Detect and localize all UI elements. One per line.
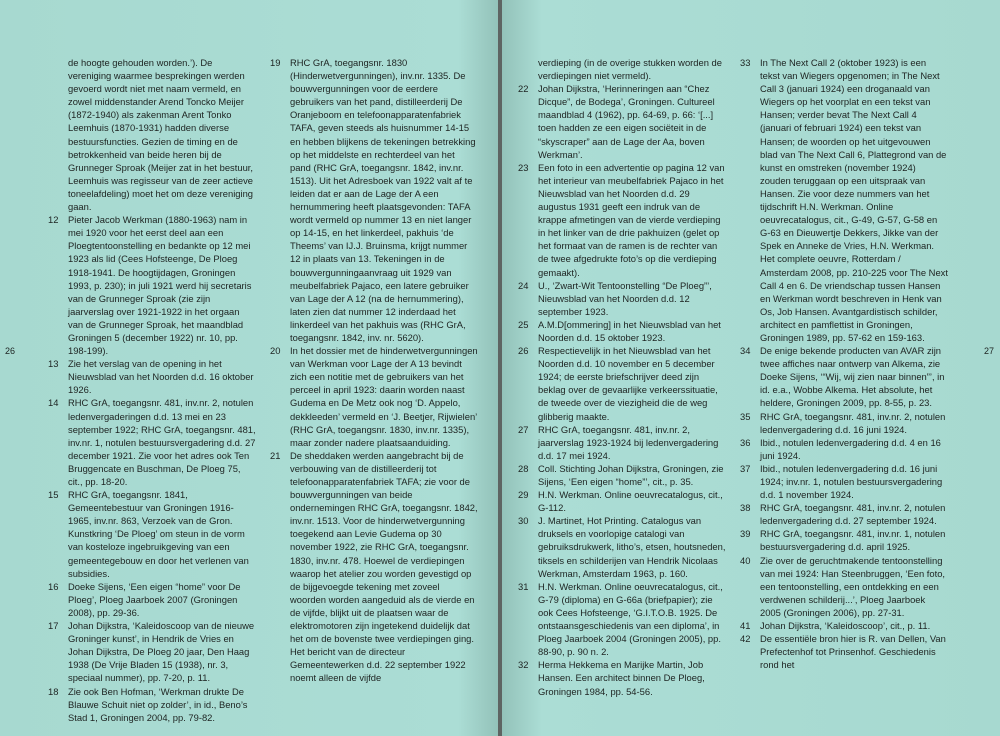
footnote-number: 23: [518, 161, 529, 173]
footnote-text: RHC GrA, toegangsnr. 481, inv.nr. 2, notulen ledenvergadering d.d. 27 september 1924.: [760, 502, 946, 527]
footnote-number: 40: [740, 554, 751, 566]
footnote-text: H.N. Werkman. Online oeuvrecatalogus, cit., G-112.: [538, 489, 723, 514]
footnote-22: [518, 82, 726, 161]
footnote-39: [740, 527, 948, 553]
footnote-text: Johan Dijkstra, ‘Kaleidoscoop’, cit., p. 11.: [760, 620, 931, 632]
footnote-number: 15: [48, 489, 59, 501]
footnote-25: [518, 318, 726, 344]
footnote-text: RHC GrA, toegangsnr. 481, inv.nr. 2, notulen ledenvergadering d.d. 16 juni 1924.: [760, 410, 946, 435]
footnote-36: [740, 436, 948, 462]
footnote-text: RHC GrA, toegangsnr. 481, inv.nr. 2, notulen ledenvergaderingen d.d. 13 mei en 23 september 1922; RHC GrA, toegangsnr. 481, inv.nr. 1, notulen bestuursvergadering d.d. 27 december 1921. Zie voor het adres ook Ten Bruggencate en Buschman, De Ploeg 75, cit., pp. 18-20.: [68, 397, 256, 487]
footnote-text: Ibid., notulen ledenvergadering d.d. 16 juni 1924; inv.nr. 1, notulen bestuursvergadering d.d. 1 november 1924.: [760, 462, 943, 501]
footnote-number: 20: [270, 345, 281, 357]
footnote-37: [740, 462, 948, 501]
footnote-text: In het dossier met de hinderwetvergunningen van Werkman voor Lage der A 13 bevindt zich een notitie met de gebruikers van het perceel in april 1923: daarin worden naast Gudema en De Metz ook nog ‘D. Appelo, dekkleeden’ vermeld en ‘J. Beetjer, Rijwielen’ (RHC GrA, toegangsnr. 1830, inv.nr. 1335), maar zonder nadere plaatsaanduiding.: [290, 345, 478, 448]
left-page: [0, 0, 498, 736]
footnote-33: [740, 56, 948, 344]
footnote-number: 16: [48, 580, 59, 592]
footnote-number: 41: [740, 620, 751, 632]
footnote-32: [518, 658, 726, 697]
footnote-number: 42: [740, 633, 751, 645]
footnote-text: Ibid., notulen ledenvergadering d.d. 4 en 16 juni 1924.: [760, 436, 941, 461]
footnote-34: [740, 344, 948, 409]
footnote-number: 35: [740, 410, 751, 422]
right-page: [502, 0, 1000, 736]
footnote-text: U., ‘Zwart-Wit Tentoonstelling “De Ploeg”’, Nieuwsblad van het Noorden d.d. 12 september 1923.: [538, 279, 712, 317]
footnote-text: Johan Dijkstra, ‘Kaleidoscoop van de nieuwe Groninger kunst’, in Hendrik de Vries en Johan Dijkstra, De Ploeg 20 jaar, Den Haag 1938 (De Vrije Bladen 15 (1938), nr. 3, speciaal nummer), pp. 7-20, p. 11.: [68, 620, 255, 684]
footnote-text: RHC GrA, toegangsnr. 481, inv.nr. 2, jaarverslag 1923-1924 bij ledenvergadering d.d. 17 mei 1924.: [538, 423, 719, 461]
footnote-text: De essentiële bron hier is R. van Dellen, Van Prefectenhof tot Prinsenhof. Geschiedenis rond het: [760, 633, 946, 671]
footnote-number: 19: [270, 57, 281, 68]
footnote-text: In The Next Call 2 (oktober 1923) is een tekst van Wiegers opgenomen; in The Next Call 3 (januari 1924) een droganaald van Wiegers op het voorplat en een tekst van Hansen; verder bevat The Next Call 4 (januari of februari 1924) een tekst van Hansen; de woorden op het uitgevouwen blad van The Next Call 6, Plattegrond van de kunst en omstreken (november 1924) zouden teruggaan op een uitspraak van Hansen. Zie voor deze nummers van het tijdschrift H.N. Werkman. Online oeuvrecatalogus, cit., G-49, G-57, G-58 en G-63 en Dieuwertje Dekkers, Jikke van der Spek en Anneke de Vries, H.N. Werkman. Het complete oeuvre, Rotterdam / Amsterdam 2008, pp. 210-225 voor The Next Call 4 en 6. De vriendschap tussen Hansen en Werkman wordt beschreven in Henk van Os, Job Hansen. Avantgardistisch schilder, architect en pamflettist in Groningen, Groningen 1989, pp. 57-62 en 159-163.: [760, 57, 948, 343]
footnote-number: 25: [518, 318, 529, 330]
footnote-30: [518, 514, 726, 579]
footnote-text: Coll. Stichting Johan Dijkstra, Groningen, zie Sijens, ‘Een eigen “home”’, cit., p. 35.: [538, 462, 724, 487]
page-number-right: 27: [983, 346, 994, 356]
footnote-text: Een foto in een advertentie op pagina 12 van het interieur van meubelfabriek Pajaco in het Nieuwsblad van het Noorden d.d. 29 augustus 1931 geeft een indruk van de krappe afmetingen van de vierde verdieping in het linker van de drie pakhuizen (gelet op het formaat van de ramen is de rechter van de twee afgedrukte foto’s op die verdieping gemaakt).: [538, 161, 725, 278]
footnote-number: 21: [270, 449, 281, 461]
footnote-12: [48, 213, 256, 357]
footnote-number: 37: [740, 462, 751, 474]
footnote-31: [518, 580, 726, 659]
footnote-20: [270, 344, 478, 449]
footnote-13: [48, 357, 256, 396]
footnote-27: [518, 423, 726, 462]
footnote-text: A.M.D[ommering] in het Nieuwsblad van het Noorden d.d. 15 oktober 1923.: [538, 318, 721, 343]
note-continuation: de hoogte gehouden worden.’). De vereniging waarmee besprekingen werden gevoerd wordt niet met naam vermeld, en zowel middenstander Arend Toncko Meijer (1872-1940) als zakenman Arent Tonko Leemhuis (1870-1931) hadden diverse bestuursfuncties. Gezien de timing en de betrokkenheid van beide heren bij de Grunneger Sproak (Meijer zat in het bestuur, Leemhuis was regisseur van de zeer actieve toneelafdeling) moet het om deze vereniging gaan.: [68, 57, 254, 213]
footnote-number: 36: [740, 436, 751, 448]
footnote-29: [518, 488, 726, 514]
footnote-text: Pieter Jacob Werkman (1880-1963) nam in mei 1920 voor het eerst deel aan een Ploegtentoonstelling en bedankte op 12 mei 1923 als lid (Cees Hofsteenge, De Ploeg 1918-1941. De hoogtijdagen, Groningen 1993, p. 230); in juli 1921 werd hij secretaris van de Grunneger Sproak (zie zijn jaarverslag over 1921-1922 in het orgaan van de Grunneger Sproak, het maandblad Groningen 5 (december 1922) nr. 10, pp. 198-199).: [68, 214, 252, 357]
footnote-text: RHC GrA, toegangsnr. 1830 (Hinderwetvergunningen), inv.nr. 1335. De bouwvergunningen voor de eerdere gebruikers van het pand, distilleerderij De Oranjeboom en telefoonapparatenfabriek TAFA, geven steeds als huisnummer 14-15 en hebben blijkens de tekeningen betrekking op het middelste en rechterdeel van het pand (RHC GrA, toegangsnr. 1842, inv.nr. 1513). Uit het Adresboek van 1922 valt af te leiden dat er aan de Lage der A een hernummering heeft plaatsgevonden: TAFA wordt vermeld op nummer 13 en niet langer op 14-15, en het linkerdeel, pakhuis ‘de Theems’ van IJ.J. Bruinsma, krijgt nummer 12 in plaats van 13. Tekeningen in de bouwvergunningaanvraag uit 1929 van meubelfabriek Pajaco, een latere gebruiker van Lage der A 12 (na de hernummering), laten zien dat nummer 12 inderdaad het linkerdeel van het pakhuis was (RHC GrA, toegangsnr. 1842, inv. nr. 5620).: [290, 57, 476, 343]
footnote-text: Respectievelijk in het Nieuwsblad van het Noorden d.d. 10 november en 5 december 1924; de eerste briefschrijver deed zijn beklag over de gevaarlijke verkeerssituatie, de tweede over de viezigheid die de weg glibberig maakte.: [538, 345, 718, 422]
footnote-35: [740, 410, 948, 436]
footnote-number: 32: [518, 659, 529, 671]
footnote-14: [48, 396, 256, 488]
footnote-number: 22: [518, 83, 529, 95]
footnote-text: H.N. Werkman. Online oeuvrecatalogus, cit., G-79 (diploma) en G-66a (briefpapier); zie ook Cees Hofsteenge, ‘G.I.T.O.B. 1925. De ontstaansgeschiedenis van een diploma’, in Ploeg Jaarboek 2004 (Groningen 2005), pp. 88-90, p. 90 n. 2.: [538, 580, 723, 658]
footnote-number: 18: [48, 685, 59, 697]
left-column-1: [48, 56, 256, 724]
footnote-number: 28: [518, 462, 529, 474]
footnote-41: [740, 619, 948, 632]
footnote-23: [518, 161, 726, 279]
footnote-text: J. Martinet, Hot Printing. Catalogus van druksels en voorlopige catalogi van gebruiksdrukwerk, litho’s, etsen, houtsneden, tiksels en schilderijen van Hendrik Nicolaas Werkman, Amsterdam 1963, p. 160.: [538, 515, 726, 579]
footnote-19: [270, 56, 478, 344]
footnote-number: 33: [740, 57, 751, 68]
footnote-text: Zie ook Ben Hofman, ‘Werkman drukte De Blauwe Schuit niet op zolder’, in id., Beno’s Stad 1, Groningen 2004, pp. 79-82.: [68, 685, 248, 723]
footnote-text: De enige bekende producten van AVAR zijn twee affiches naar ontwerp van Alkema, zie Doeke Sijens, ‘“Wij, wij zien naar binnen”’, in id. e.a., Wobbe Alkema. Het absolute, het heldere, Groningen 2009, pp. 8-55, p. 23.: [760, 345, 945, 409]
footnote-16: [48, 580, 256, 619]
page-number-left: 26: [5, 346, 16, 356]
footnote-text: RHC GrA, toegangsnr. 481, inv.nr. 1, notulen bestuursvergadering d.d. april 1925.: [760, 528, 946, 553]
footnote-text: RHC GrA, toegangsnr. 1841, Gemeentebestuur van Groningen 1916-1965, inv.nr. 863, Verzoek van de Gron. Kunstkring ‘De Ploeg’ om steun in de vorm van kosteloze ingebruikgeving van een gemeentegebouw en door het verlenen van subsidies.: [68, 489, 249, 579]
right-column-2: [740, 56, 948, 671]
footnote-number: 34: [740, 345, 751, 357]
footnote-text: Zie over de geruchtmakende tentoonstelling van mei 1924: Han Steenbruggen, ‘Een foto, een tentoonstelling, een ontdekking en een verdwenen schilderij...’, Ploeg Jaarboek 2005 (Groningen 2006), pp. 27-31.: [760, 554, 946, 618]
footnote-number: 29: [518, 489, 529, 501]
footnote-number: 24: [518, 279, 529, 291]
footnote-number: 14: [48, 397, 59, 409]
right-column-1: [518, 56, 726, 698]
footnote-42: [740, 632, 948, 671]
footnote-text: De sheddaken werden aangebracht bij de verbouwing van de distilleerderij tot telefoonapparatenfabriek TAFA; zie voor de bouwvergunningen van beide ondernemingen RHC GrA, toegangsnr. 1842, inv.nr. 1513. Voor de hinderwetvergunning toegekend aan Levie Gudema op 30 november 1922, zie RHC GrA, toegangsnr. 1830, inv.nr. 478. Hoewel de verdiepingen waarop het atelier zou worden gevestigd op de bijgevoegde tekening met zoveel woorden worden aangeduid als de vierde en de vijfde, blijkt uit de plaatsen waar de elektromotoren zijn ingetekend duidelijk dat het om de bovenste twee verdiepingen ging. Het bericht van de directeur Gemeentewerken d.d. 22 september 1922 noemt alleen de vijfde: [290, 449, 478, 684]
footnote-17: [48, 619, 256, 684]
footnote-number: 26: [518, 345, 529, 357]
footnote-40: [740, 554, 948, 619]
footnote-number: 12: [48, 214, 59, 226]
footnote-24: [518, 279, 726, 318]
footnote-28: [518, 462, 726, 488]
footnote-38: [740, 501, 948, 527]
footnote-number: 31: [518, 580, 529, 592]
footnote-26: [518, 344, 726, 423]
note-continuation: verdieping (in de overige stukken worden de verdiepingen niet vermeld).: [538, 57, 722, 82]
footnote-text: Zie het verslag van de opening in het Nieuwsblad van het Noorden d.d. 16 oktober 1926.: [68, 358, 254, 396]
footnote-text: Herma Hekkema en Marijke Martin, Job Hansen. Een architect binnen De Ploeg, Groningen 1984, pp. 54-56.: [538, 659, 705, 697]
footnote-text: Johan Dijkstra, ‘Herinneringen aan “Chez Dicque”, de Bodega’, Groningen. Cultureel maandblad 4 (1962), pp. 64-69, p. 66: ‘[...] toen hadden ze een eigen sociëteit in de “skyscraper” aan de Lage der Aa, boven Werkman’.: [538, 83, 715, 160]
footnote-number: 17: [48, 620, 59, 632]
footnote-number: 30: [518, 515, 529, 527]
footnote-15: [48, 488, 256, 580]
footnote-number: 27: [518, 423, 529, 435]
footnote-number: 13: [48, 358, 59, 370]
footnote-21: [270, 449, 478, 685]
left-column-2: [270, 56, 478, 685]
footnote-18: [48, 685, 256, 724]
footnote-number: 38: [740, 502, 751, 514]
footnote-number: 39: [740, 528, 751, 540]
footnote-text: Doeke Sijens, ‘Een eigen “home” voor De Ploeg’, Ploeg Jaarboek 2007 (Groningen 2008), pp. 29-36.: [68, 580, 241, 618]
